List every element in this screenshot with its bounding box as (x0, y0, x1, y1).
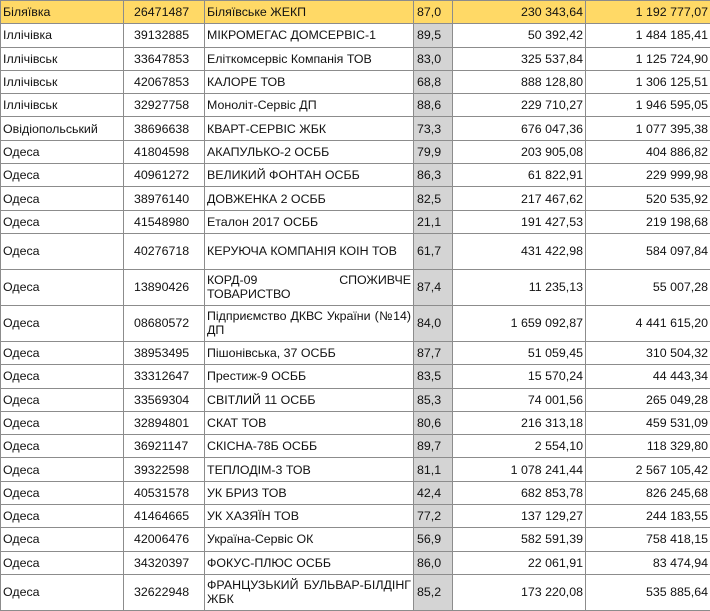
amount1-cell: 74 001,56 (453, 388, 586, 411)
amount1-cell: 203 905,08 (453, 140, 586, 163)
amount2-cell: 229 999,98 (586, 164, 710, 187)
amount1-cell: 15 570,24 (453, 365, 586, 388)
code-cell: 33569304 (124, 388, 205, 411)
city-cell: Одеса (1, 187, 124, 210)
code-cell: 39322598 (124, 458, 205, 481)
table-row (1, 551, 710, 574)
city-cell: Одеса (1, 458, 124, 481)
name-cell: Еліткомсервіс Компанія ТОВ (205, 47, 414, 70)
code-cell: 41464665 (124, 505, 205, 528)
amount2-cell: 1 077 395,38 (586, 117, 710, 140)
table-row (1, 341, 710, 364)
code-cell: 33312647 (124, 365, 205, 388)
code-cell: 40531578 (124, 481, 205, 504)
table-body (1, 1, 710, 611)
amount1-cell: 431 422,98 (453, 233, 586, 269)
amount2-cell: 2 567 105,42 (586, 458, 710, 481)
city-cell: Одеса (1, 164, 124, 187)
code-cell: 38976140 (124, 187, 205, 210)
city-cell: Іллічівськ (1, 47, 124, 70)
name-cell: КОРД-09 СПОЖИВЧЕ ТОВАРИСТВО (205, 269, 414, 305)
score-cell: 86,3 (414, 164, 453, 187)
table-row (1, 94, 710, 117)
code-cell: 26471487 (124, 1, 205, 24)
amount2-cell: 1 484 185,41 (586, 24, 710, 47)
table-row (1, 1, 710, 24)
table-row (1, 164, 710, 187)
amount1-cell: 61 822,91 (453, 164, 586, 187)
table-row (1, 505, 710, 528)
amount2-cell: 219 198,68 (586, 210, 710, 233)
amount1-cell: 325 537,84 (453, 47, 586, 70)
name-cell: ТЕПЛОДІМ-3 ТОВ (205, 458, 414, 481)
city-cell: Іллічівськ (1, 70, 124, 93)
table-row (1, 47, 710, 70)
table-row (1, 481, 710, 504)
amount2-cell: 584 097,84 (586, 233, 710, 269)
code-cell: 33647853 (124, 47, 205, 70)
name-cell: Пішонівська, 37 ОСББ (205, 341, 414, 364)
code-cell: 32894801 (124, 411, 205, 434)
amount2-cell: 758 418,15 (586, 528, 710, 551)
amount1-cell: 22 061,91 (453, 551, 586, 574)
code-cell: 13890426 (124, 269, 205, 305)
city-cell: Одеса (1, 210, 124, 233)
amount2-cell: 1 125 724,90 (586, 47, 710, 70)
code-cell: 38696638 (124, 117, 205, 140)
score-cell: 89,7 (414, 435, 453, 458)
code-cell: 40276718 (124, 233, 205, 269)
name-cell: УК ХАЗЯЇН ТОВ (205, 505, 414, 528)
code-cell: 32927758 (124, 94, 205, 117)
amount1-cell: 173 220,08 (453, 574, 586, 610)
amount2-cell: 44 443,34 (586, 365, 710, 388)
score-cell: 87,4 (414, 269, 453, 305)
score-cell: 61,7 (414, 233, 453, 269)
amount1-cell: 682 853,78 (453, 481, 586, 504)
city-cell: Одеса (1, 269, 124, 305)
name-cell: Еталон 2017 ОСББ (205, 210, 414, 233)
score-cell: 87,7 (414, 341, 453, 364)
amount2-cell: 535 885,64 (586, 574, 710, 610)
city-cell: Одеса (1, 365, 124, 388)
amount1-cell: 229 710,27 (453, 94, 586, 117)
table-row (1, 269, 710, 305)
code-cell: 41804598 (124, 140, 205, 163)
table-row (1, 233, 710, 269)
table-row (1, 365, 710, 388)
score-cell: 83,0 (414, 47, 453, 70)
amount1-cell: 230 343,64 (453, 1, 586, 24)
amount1-cell: 2 554,10 (453, 435, 586, 458)
score-cell: 87,0 (414, 1, 453, 24)
score-cell: 82,5 (414, 187, 453, 210)
city-cell: Біляївка (1, 1, 124, 24)
amount1-cell: 51 059,45 (453, 341, 586, 364)
amount1-cell: 888 128,80 (453, 70, 586, 93)
city-cell: Одеса (1, 411, 124, 434)
table-row (1, 24, 710, 47)
amount1-cell: 191 427,53 (453, 210, 586, 233)
score-cell: 89,5 (414, 24, 453, 47)
name-cell: СВІТЛИЙ 11 ОСББ (205, 388, 414, 411)
score-cell: 83,5 (414, 365, 453, 388)
amount1-cell: 1 078 241,44 (453, 458, 586, 481)
name-cell: Моноліт-Сервіс ДП (205, 94, 414, 117)
city-cell: Одеса (1, 341, 124, 364)
city-cell: Іллічівськ (1, 94, 124, 117)
amount2-cell: 118 329,80 (586, 435, 710, 458)
city-cell: Одеса (1, 551, 124, 574)
city-cell: Одеса (1, 481, 124, 504)
amount2-cell: 83 474,94 (586, 551, 710, 574)
amount2-cell: 520 535,92 (586, 187, 710, 210)
name-cell: КВАРТ-СЕРВІС ЖБК (205, 117, 414, 140)
amount1-cell: 137 129,27 (453, 505, 586, 528)
table-row (1, 70, 710, 93)
code-cell: 40961272 (124, 164, 205, 187)
city-cell: Одеса (1, 233, 124, 269)
city-cell: Одеса (1, 305, 124, 341)
table-row (1, 574, 710, 610)
name-cell: ФРАНЦУЗЬКИЙ БУЛЬВАР-БІЛДІНГ ЖБК (205, 574, 414, 610)
code-cell: 42006476 (124, 528, 205, 551)
score-cell: 81,1 (414, 458, 453, 481)
name-cell: КЕРУЮЧА КОМПАНІЯ КОІН ТОВ (205, 233, 414, 269)
name-cell: ДОВЖЕНКА 2 ОСББ (205, 187, 414, 210)
table-row (1, 411, 710, 434)
amount1-cell: 676 047,36 (453, 117, 586, 140)
code-cell: 32622948 (124, 574, 205, 610)
code-cell: 41548980 (124, 210, 205, 233)
amount1-cell: 217 467,62 (453, 187, 586, 210)
amount1-cell: 50 392,42 (453, 24, 586, 47)
score-cell: 21,1 (414, 210, 453, 233)
table-row (1, 117, 710, 140)
table-row (1, 435, 710, 458)
amount1-cell: 582 591,39 (453, 528, 586, 551)
city-cell: Одеса (1, 505, 124, 528)
table-row (1, 528, 710, 551)
amount2-cell: 404 886,82 (586, 140, 710, 163)
amount2-cell: 265 049,28 (586, 388, 710, 411)
table-row (1, 305, 710, 341)
score-cell: 85,2 (414, 574, 453, 610)
name-cell: МІКРОМЕГАС ДОМСЕРВІС-1 (205, 24, 414, 47)
name-cell: ФОКУС-ПЛЮС ОСББ (205, 551, 414, 574)
score-cell: 80,6 (414, 411, 453, 434)
name-cell: АКАПУЛЬКО-2 ОСББ (205, 140, 414, 163)
amount2-cell: 826 245,68 (586, 481, 710, 504)
amount2-cell: 1 946 595,05 (586, 94, 710, 117)
amount2-cell: 4 441 615,20 (586, 305, 710, 341)
score-cell: 85,3 (414, 388, 453, 411)
city-cell: Одеса (1, 435, 124, 458)
table-row (1, 458, 710, 481)
city-cell: Овідіопольський (1, 117, 124, 140)
city-cell: Одеса (1, 528, 124, 551)
score-cell: 68,8 (414, 70, 453, 93)
city-cell: Іллічівка (1, 24, 124, 47)
score-cell: 73,3 (414, 117, 453, 140)
name-cell: Підприємство ДКВС України (№14) ДП (205, 305, 414, 341)
code-cell: 42067853 (124, 70, 205, 93)
score-cell: 84,0 (414, 305, 453, 341)
score-cell: 88,6 (414, 94, 453, 117)
code-cell: 39132885 (124, 24, 205, 47)
name-cell: Біляївське ЖЕКП (205, 1, 414, 24)
city-cell: Одеса (1, 140, 124, 163)
amount2-cell: 459 531,09 (586, 411, 710, 434)
table-row (1, 388, 710, 411)
amount2-cell: 55 007,28 (586, 269, 710, 305)
amount1-cell: 11 235,13 (453, 269, 586, 305)
code-cell: 08680572 (124, 305, 205, 341)
table-row (1, 187, 710, 210)
amount2-cell: 244 183,55 (586, 505, 710, 528)
code-cell: 36921147 (124, 435, 205, 458)
amount1-cell: 1 659 092,87 (453, 305, 586, 341)
name-cell: Престиж-9 ОСББ (205, 365, 414, 388)
score-cell: 79,9 (414, 140, 453, 163)
table-row (1, 210, 710, 233)
amount2-cell: 310 504,32 (586, 341, 710, 364)
code-cell: 34320397 (124, 551, 205, 574)
name-cell: СКІСНА-78Б ОСББ (205, 435, 414, 458)
amount1-cell: 216 313,18 (453, 411, 586, 434)
table-row (1, 140, 710, 163)
code-cell: 38953495 (124, 341, 205, 364)
name-cell: Україна-Сервіс ОК (205, 528, 414, 551)
amount2-cell: 1 306 125,51 (586, 70, 710, 93)
score-cell: 42,4 (414, 481, 453, 504)
score-cell: 77,2 (414, 505, 453, 528)
score-cell: 56,9 (414, 528, 453, 551)
city-cell: Одеса (1, 388, 124, 411)
name-cell: КАЛОРЕ ТОВ (205, 70, 414, 93)
score-cell: 86,0 (414, 551, 453, 574)
name-cell: ВЕЛИКИЙ ФОНТАН ОСББ (205, 164, 414, 187)
name-cell: СКАТ ТОВ (205, 411, 414, 434)
amount2-cell: 1 192 777,07 (586, 1, 710, 24)
name-cell: УК БРИЗ ТОВ (205, 481, 414, 504)
city-cell: Одеса (1, 574, 124, 610)
